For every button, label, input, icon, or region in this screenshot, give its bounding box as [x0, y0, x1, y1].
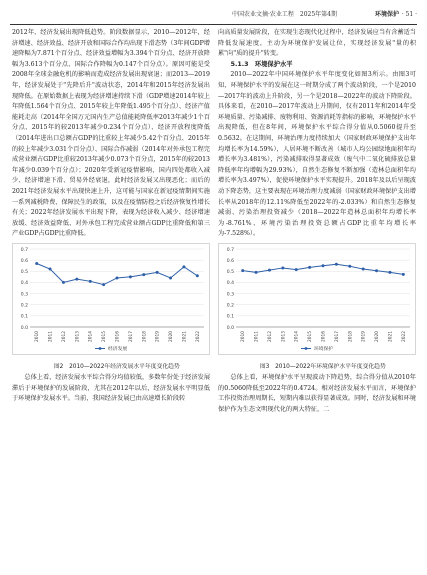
- y-tick-label: 0.6: [226, 258, 234, 264]
- x-tick-label: 2022: [401, 330, 407, 342]
- left-column: [12, 28, 210, 405]
- data-point: [142, 273, 145, 276]
- data-point: [268, 269, 271, 272]
- y-tick-label: 0.5: [226, 269, 234, 275]
- data-point: [362, 267, 365, 270]
- paragraph: 总体上看，环境保护水平呈现波动下降趋势，综合得分值从2010年的0.5060降低至2022年的0.4724。相对经济发展水平而言，环境保护工作投资治理周期长，短期内难以获得显著成效。同时，经济发展和环境保护作为生态文明现代化的两大特征，二: [218, 374, 416, 413]
- data-point: [156, 271, 159, 274]
- page-header: [10, 8, 417, 22]
- y-tick-label: 0.0: [20, 325, 28, 331]
- y-tick-label: 0.7: [226, 247, 234, 253]
- x-tick-label: 2012: [267, 330, 273, 342]
- data-point: [255, 271, 258, 274]
- header-rule: [10, 24, 417, 25]
- y-tick-label: 0.3: [226, 292, 234, 298]
- data-point: [375, 269, 378, 272]
- x-tick-label: 2022: [195, 330, 201, 342]
- right-column: [218, 28, 416, 415]
- x-tick-label: 2017: [128, 330, 134, 342]
- x-tick-label: 2020: [375, 330, 381, 342]
- data-point: [335, 263, 338, 266]
- section-heading: 5.1.3 环境保护水平: [230, 60, 293, 68]
- paragraph: 向高质量发展阶段，在实现生态现代化过程中，经济发展应当有含蓄适当降低发展速度，主动为环境保护发展让位，实现经济发展"量的积累"向"质的提升"转变。: [218, 29, 416, 58]
- y-tick-label: 0.1: [20, 314, 28, 320]
- paragraph: 总体上看，经济发展水平综合得分均值较低，多数年份处于经济发展滞后于环境保护的发展阶段，尤其在2012年以后，经济发展水平明显低于环境保护发展水平。当前，我国经济发展已由高速增长阶段转: [12, 374, 211, 403]
- section-name: 环境保护: [374, 11, 399, 18]
- data-point: [89, 280, 92, 283]
- x-tick-label: 2010: [35, 330, 41, 342]
- y-tick-label: 0.7: [20, 247, 28, 253]
- data-point: [388, 271, 391, 274]
- y-tick-label: 0.4: [226, 281, 234, 287]
- x-tick-label: 2013: [75, 330, 81, 342]
- x-tick-label: 2011: [48, 330, 54, 342]
- data-point: [322, 264, 325, 267]
- figure-3: [218, 243, 416, 360]
- x-tick-label: 2013: [281, 330, 287, 342]
- data-point: [102, 283, 105, 286]
- x-tick-label: 2014: [294, 330, 300, 342]
- y-tick-label: 0.3: [20, 292, 28, 298]
- legend-label: 环境保护: [314, 346, 334, 352]
- figure-caption: 图2 2010—2022年经济发展水平年度变化趋势: [53, 364, 180, 371]
- y-tick-label: 0.5: [20, 269, 28, 275]
- data-point: [241, 269, 244, 272]
- x-tick-label: 2018: [348, 330, 354, 342]
- x-tick-label: 2011: [254, 330, 260, 342]
- y-tick-label: 0.4: [20, 281, 28, 287]
- x-tick-label: 2018: [142, 330, 148, 342]
- y-tick-label: 0.1: [226, 314, 234, 320]
- legend-marker: [305, 347, 308, 350]
- x-tick-label: 2021: [182, 330, 188, 342]
- data-point: [75, 277, 78, 280]
- data-point: [169, 276, 172, 279]
- page-number: · 51 ·: [401, 11, 417, 18]
- data-point: [62, 281, 65, 284]
- x-tick-label: 2012: [61, 330, 67, 342]
- x-tick-label: 2019: [155, 330, 161, 342]
- x-tick-label: 2016: [321, 330, 327, 342]
- figure-caption: 图3 2010—2022年环境保护水平年度变化趋势: [259, 364, 386, 371]
- data-point: [182, 265, 185, 268]
- y-tick-label: 0.0: [226, 325, 234, 331]
- x-tick-label: 2016: [115, 330, 121, 342]
- x-tick-label: 2019: [361, 330, 367, 342]
- data-point: [35, 262, 38, 265]
- x-tick-label: 2021: [388, 330, 394, 342]
- chart-economic-development: [12, 243, 210, 355]
- data-point: [295, 268, 298, 271]
- data-point: [116, 276, 119, 279]
- data-point: [196, 274, 199, 277]
- data-point: [348, 265, 351, 268]
- chart-environmental-protection: [218, 243, 416, 355]
- data-point: [308, 266, 311, 269]
- y-tick-label: 0.6: [20, 258, 28, 264]
- x-tick-label: 2015: [308, 330, 314, 342]
- data-point: [49, 267, 52, 270]
- legend-label: 经济发展: [108, 346, 128, 352]
- y-tick-label: 0.2: [20, 303, 28, 309]
- x-tick-label: 2020: [169, 330, 175, 342]
- x-tick-label: 2015: [102, 330, 108, 342]
- figure-2: [12, 243, 210, 360]
- x-tick-label: 2010: [241, 330, 247, 342]
- x-tick-label: 2017: [334, 330, 340, 342]
- paragraph: 2012年，经济发展出现降低趋势。阶段数据显示，2010—2012年，经济增速、经济效益、经济开放和国际合作均出现下滑态势（3年间GDP增速降幅为7.871个百分点、经济效益增幅为3.394个百分点、经济开放降幅为3.613个百分点、国际合作降幅为0.147个百分点）。原因可能是受2008年全球金融危机的影响而造成经济发展出现衰退；而2013—2019年，经济发展处于"先降后升"波动状态，2014年和2015年经济发展出现降低。在原始数据上表现为经济增速持续下滑（GDP增速2014年较上年降低1.564个百分点、2015年较上年降低1.495个百分点）、经济产值能耗走高（2014年全国万元国内生产总值能耗降低率2013年减少1个百分点、2015年的较2013年减少0.234个百分点）、经济开放程度降低（2014年进出口总额占GDP的比重较上年减少5.42个百分点、2015年的较上年减少3.031个百分点）、国际合作减弱（2014年对外承包工程完成营业额占GDP比重较2013年减少0.073个百分点，2015年的较2013年减少0.039个百分点）；2020年受新冠疫情影响，国内四处都收入减少、经济增速下滑、贸易外经衰退，此时经济发展又出现恶化；而后的2021年经济发展水平出现快速上升，这可能与国家在新冠疫情期间实施一系列减税降费、保障民生的政策，以及在疫情防控之后经济恢复性增长有关；2022年经济发展水平出现下降，表现为经济收入减少、经济增速放缓、经济效益降低、对外承包工程完成营业额占GDP比重降低和第三产业GDP占GDP比重降低。: [12, 29, 210, 238]
- paragraph: 2010—2022年中国环境保护水平年度变化如图3所示。由图3可知，环境保护水平的发展在这一时期分成了两个波动阶段，一个是2010—2017年的波动上升阶段，另一个是2018—2022年的波动下降阶段。具体来看，在2010—2017年波动上升期间，仅有2011年和2014年受环境质量、污染减排、废物利用、资源消耗等指标的影响，环境保护水平出现降低，但在8年间，环境保护水平综合得分值从0.5060提升至0.5632。在这期间，环境治理力度持续加大（国家财政环境保护支出年均增长率为14.59%），人居环境不断改善（城市人均公园绿地面积年均增长率为3.481%），污染减排取得显著成效（废气中二氧化硫排放总量降低率年均增幅为29.93%），自然生态修复不断加强（造林总面积年均增长率为3.497%），促使环境保护水平实现提升。2018年及以后呈现波动下降态势，这主要表现在环境治理力度减弱（国家财政环境保护支出增长率从2018年的12.11%降低至2022年的-2.033%）和自然生态修复减弱、污染治理投资减少（2018—2022年造林总面积年均增长率为-8.761%、环境污染治理投资总额占GDP比重年均增长率为-7.528%）。: [218, 71, 416, 238]
- y-tick-label: 0.2: [226, 303, 234, 309]
- data-point: [402, 273, 405, 276]
- x-tick-label: 2014: [88, 330, 94, 342]
- legend-marker: [99, 347, 102, 350]
- data-point: [129, 275, 132, 278]
- data-point: [281, 266, 284, 269]
- journal-name: 中国农业文摘·农业工程 2025年第4期: [232, 11, 337, 18]
